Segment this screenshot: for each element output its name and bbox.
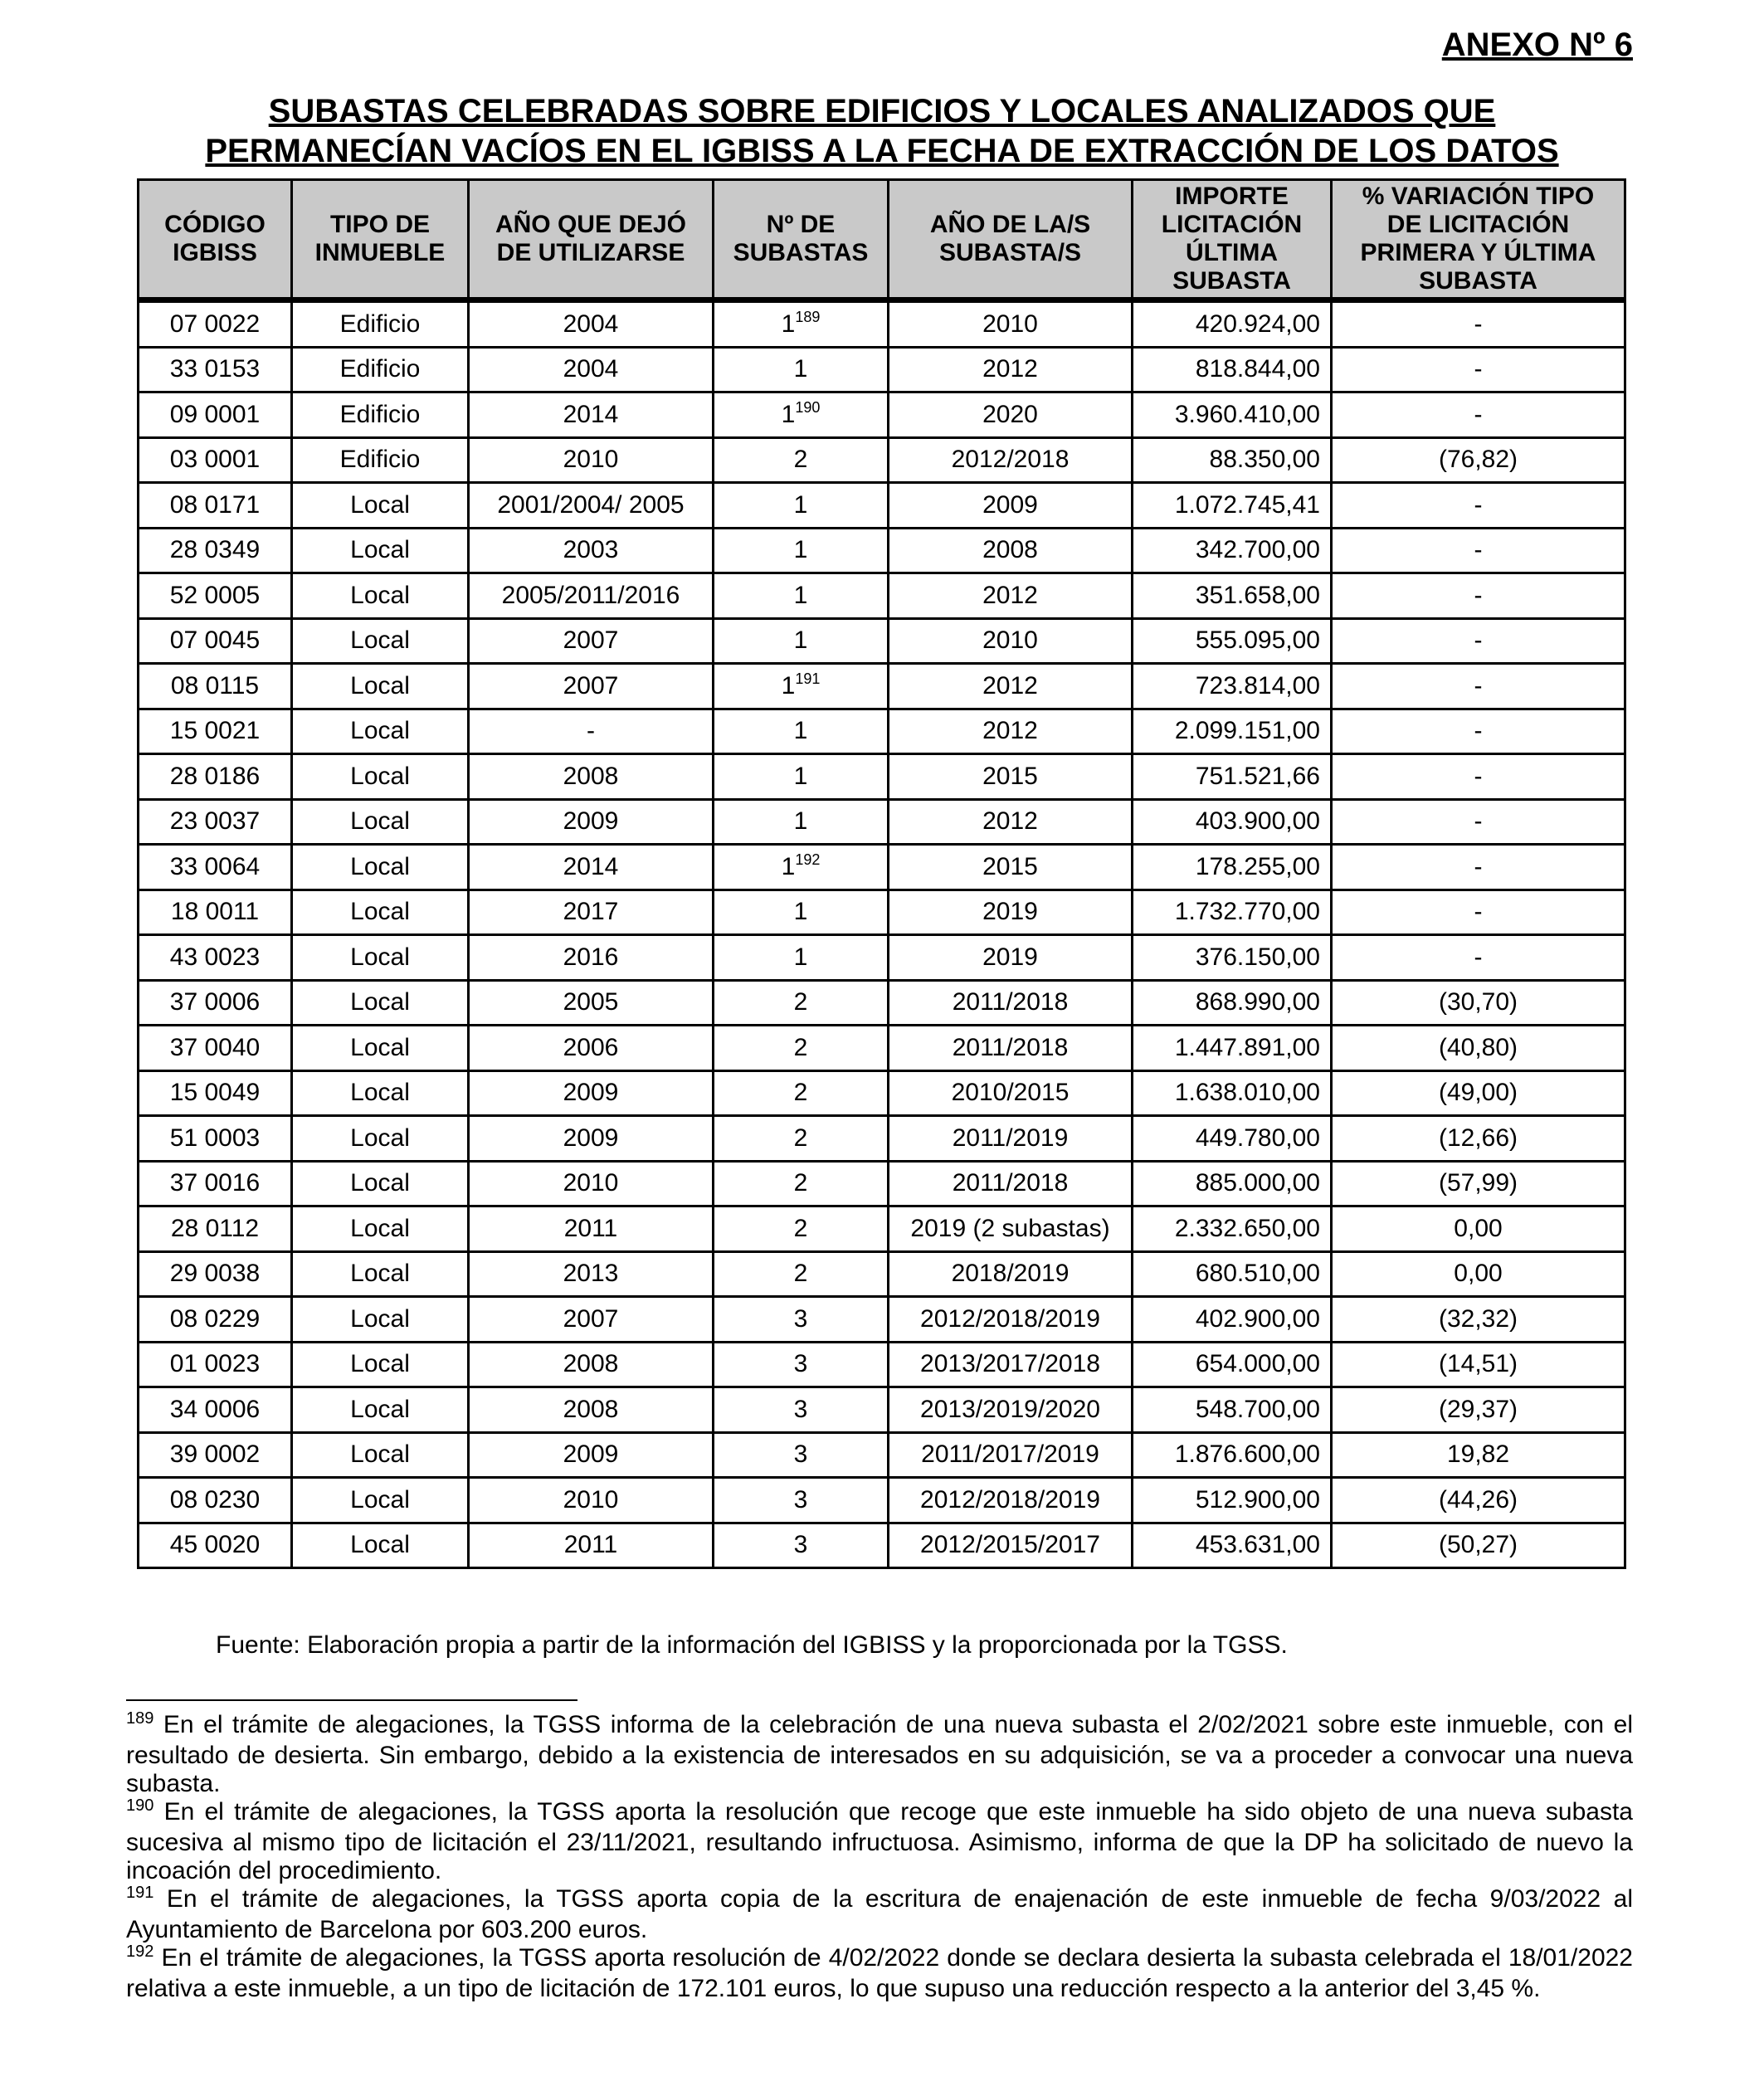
cell-ano-dejo: 2009 <box>469 1432 714 1478</box>
cell-codigo: 29 0038 <box>139 1251 292 1297</box>
header-line: LICITACIÓN <box>1161 211 1303 238</box>
table-row <box>139 1070 1625 1116</box>
cell-variacion: - <box>1332 300 1625 348</box>
cell-ano-dejo: 2010 <box>469 437 714 483</box>
cell-tipo: Local <box>292 483 469 529</box>
cell-ano-subasta: 2011/2018 <box>889 980 1133 1026</box>
cell-importe: 178.255,00 <box>1133 845 1332 890</box>
cell-importe: 342.700,00 <box>1133 528 1332 573</box>
cell-variacion: 0,00 <box>1332 1251 1625 1297</box>
cell-tipo: Local <box>292 1478 469 1523</box>
cell-ano-subasta: 2012 <box>889 347 1133 392</box>
header-line: CÓDIGO <box>164 211 266 238</box>
cell-num-subastas: 1 <box>714 528 889 573</box>
cell-num-subastas: 3 <box>714 1342 889 1387</box>
cell-tipo: Edificio <box>292 437 469 483</box>
cell-num-subastas: 1 <box>714 709 889 754</box>
cell-variacion: (14,51) <box>1332 1342 1625 1387</box>
cell-ano-subasta: 2009 <box>889 483 1133 529</box>
header-line: PRIMERA Y ÚLTIMA <box>1360 239 1596 266</box>
cell-ano-subasta: 2011/2017/2019 <box>889 1432 1133 1478</box>
cell-ano-subasta: 2011/2018 <box>889 1026 1133 1071</box>
footnote-191: $^{191}$ En el trámite de alegaciones, la TGSS aporta copia de la escritura de enajenación de este inmueble de fecha 9/03/2022 al Ayuntamiento de Barcelona por 603.200 euros. <box>126 1884 1633 1943</box>
cell-variacion: - <box>1332 528 1625 573</box>
page-title <box>0 91 1764 171</box>
cell-ano-subasta: 2013/2017/2018 <box>889 1342 1133 1387</box>
cell-codigo: 15 0049 <box>139 1070 292 1116</box>
cell-variacion: 19,82 <box>1332 1432 1625 1478</box>
cell-tipo: Local <box>292 754 469 800</box>
cell-variacion: (44,26) <box>1332 1478 1625 1523</box>
cell-variacion: - <box>1332 618 1625 664</box>
cell-ano-dejo: 2005/2011/2016 <box>469 573 714 619</box>
cell-importe: 2.099.151,00 <box>1133 709 1332 754</box>
cell-tipo: Edificio <box>292 347 469 392</box>
cell-ano-dejo: 2003 <box>469 528 714 573</box>
cell-tipo: Local <box>292 935 469 981</box>
table-row <box>139 799 1625 845</box>
table-row <box>139 1116 1625 1162</box>
cell-ano-subasta: 2015 <box>889 845 1133 890</box>
footnote-ref: 190 <box>795 398 821 416</box>
cell-num-subastas: 3 <box>714 1387 889 1433</box>
cell-ano-dejo: 2005 <box>469 980 714 1026</box>
cell-variacion: 0,00 <box>1332 1206 1625 1252</box>
cell-ano-dejo: 2008 <box>469 1387 714 1433</box>
cell-variacion: - <box>1332 664 1625 709</box>
cell-importe: 885.000,00 <box>1133 1161 1332 1206</box>
cell-ano-dejo: 2014 <box>469 845 714 890</box>
table-row <box>139 1478 1625 1523</box>
cell-codigo: 39 0002 <box>139 1432 292 1478</box>
cell-variacion: - <box>1332 799 1625 845</box>
cell-codigo: 09 0001 <box>139 392 292 438</box>
cell-codigo: 37 0040 <box>139 1026 292 1071</box>
cell-tipo: Local <box>292 1251 469 1297</box>
cell-ano-subasta: 2020 <box>889 392 1133 438</box>
cell-tipo: Local <box>292 845 469 890</box>
header-tipo <box>292 180 469 300</box>
cell-tipo: Local <box>292 618 469 664</box>
table-row <box>139 528 1625 573</box>
cell-codigo: 33 0064 <box>139 845 292 890</box>
header-line: DE LICITACIÓN <box>1386 211 1570 238</box>
cell-ano-dejo: - <box>469 709 714 754</box>
cell-ano-dejo: 2006 <box>469 1026 714 1071</box>
cell-num-subastas: 3 <box>714 1523 889 1568</box>
cell-tipo: Local <box>292 1161 469 1206</box>
cell-tipo: Local <box>292 1070 469 1116</box>
cell-num-subastas: 1 <box>714 799 889 845</box>
cell-codigo: 28 0186 <box>139 754 292 800</box>
cell-ano-subasta: 2019 <box>889 935 1133 981</box>
cell-variacion: (29,37) <box>1332 1387 1625 1433</box>
cell-num-subastas: 2 <box>714 1070 889 1116</box>
cell-num-subastas: $1^{192}$ <box>714 845 889 890</box>
cell-num-subastas: 1 <box>714 754 889 800</box>
cell-ano-dejo: 2009 <box>469 1116 714 1162</box>
cell-ano-subasta: 2012/2018/2019 <box>889 1478 1133 1523</box>
cell-importe: 403.900,00 <box>1133 799 1332 845</box>
cell-ano-dejo: 2010 <box>469 1478 714 1523</box>
cell-importe: 723.814,00 <box>1133 664 1332 709</box>
cell-codigo: 15 0021 <box>139 709 292 754</box>
header-ano-subasta <box>889 180 1133 300</box>
cell-tipo: Local <box>292 664 469 709</box>
cell-num-subastas: 2 <box>714 1116 889 1162</box>
table-row <box>139 845 1625 890</box>
table-row <box>139 1206 1625 1252</box>
footnote-ref: 189 <box>795 308 821 325</box>
cell-num-subastas: 1 <box>714 483 889 529</box>
cell-ano-subasta: 2012/2015/2017 <box>889 1523 1133 1568</box>
cell-tipo: Local <box>292 1206 469 1252</box>
cell-ano-subasta: 2011/2018 <box>889 1161 1133 1206</box>
header-variacion <box>1332 180 1625 300</box>
title-line-1: SUBASTAS CELEBRADAS SOBRE EDIFICIOS Y LOCALES ANALIZADOS QUE <box>268 93 1496 129</box>
cell-ano-subasta: 2019 (2 subastas) <box>889 1206 1133 1252</box>
table-row <box>139 437 1625 483</box>
cell-importe: 1.072.745,41 <box>1133 483 1332 529</box>
cell-ano-dejo: 2010 <box>469 1161 714 1206</box>
header-line: AÑO DE LA/S <box>929 211 1091 238</box>
cell-codigo: 33 0153 <box>139 347 292 392</box>
header-line: Nº DE <box>766 211 836 238</box>
cell-num-subastas: 1 <box>714 347 889 392</box>
title-line-2: PERMANECÍAN VACÍOS EN EL IGBISS A LA FECHA DE EXTRACCIÓN DE LOS DATOS <box>205 133 1559 169</box>
cell-num-subastas: $1^{191}$ <box>714 664 889 709</box>
cell-codigo: 45 0020 <box>139 1523 292 1568</box>
header-num-subastas <box>714 180 889 300</box>
table-row <box>139 754 1625 800</box>
cell-variacion: - <box>1332 483 1625 529</box>
cell-ano-dejo: 2008 <box>469 1342 714 1387</box>
cell-codigo: 28 0349 <box>139 528 292 573</box>
cell-codigo: 08 0229 <box>139 1297 292 1343</box>
source-note: Fuente: Elaboración propia a partir de la información del IGBISS y la proporcionada por la TGSS. <box>216 1631 1288 1659</box>
table-row <box>139 1432 1625 1478</box>
cell-num-subastas: 2 <box>714 437 889 483</box>
cell-variacion: (12,66) <box>1332 1116 1625 1162</box>
cell-num-subastas: 1 <box>714 618 889 664</box>
header-line: SUBASTA <box>1172 267 1291 295</box>
cell-tipo: Local <box>292 1116 469 1162</box>
cell-ano-dejo: 2004 <box>469 347 714 392</box>
cell-ano-subasta: 2012/2018/2019 <box>889 1297 1133 1343</box>
cell-ano-subasta: 2012 <box>889 664 1133 709</box>
header-line: AÑO QUE DEJÓ <box>495 211 687 238</box>
cell-codigo: 07 0045 <box>139 618 292 664</box>
cell-ano-subasta: 2013/2019/2020 <box>889 1387 1133 1433</box>
header-line: IMPORTE <box>1175 183 1289 210</box>
table-row <box>139 935 1625 981</box>
cell-ano-dejo: 2007 <box>469 664 714 709</box>
cell-variacion: - <box>1332 845 1625 890</box>
cell-num-subastas: 2 <box>714 980 889 1026</box>
cell-variacion: - <box>1332 392 1625 438</box>
cell-ano-dejo: 2008 <box>469 754 714 800</box>
cell-importe: 1.638.010,00 <box>1133 1070 1332 1116</box>
cell-variacion: (30,70) <box>1332 980 1625 1026</box>
header-line: SUBASTA/S <box>938 239 1082 266</box>
cell-tipo: Local <box>292 980 469 1026</box>
cell-importe: 1.447.891,00 <box>1133 1026 1332 1071</box>
cell-ano-dejo: 2007 <box>469 618 714 664</box>
cell-tipo: Local <box>292 1342 469 1387</box>
table-row <box>139 1387 1625 1433</box>
cell-tipo: Local <box>292 1026 469 1071</box>
cell-importe: 88.350,00 <box>1133 437 1332 483</box>
cell-codigo: 52 0005 <box>139 573 292 619</box>
footnote-189: $^{189}$ En el trámite de alegaciones, la TGSS informa de la celebración de una nueva subasta el 2/02/2021 sobre este inmueble, con el resultado de desierta. Sin embargo, debido a la existencia de interesados en su adquisición, se va a proceder a convocar una nueva subasta. <box>126 1709 1633 1797</box>
cell-codigo: 37 0006 <box>139 980 292 1026</box>
cell-variacion: (76,82) <box>1332 437 1625 483</box>
cell-codigo: 37 0016 <box>139 1161 292 1206</box>
cell-variacion: (32,32) <box>1332 1297 1625 1343</box>
table-row <box>139 709 1625 754</box>
cell-importe: 453.631,00 <box>1133 1523 1332 1568</box>
cell-importe: 376.150,00 <box>1133 935 1332 981</box>
cell-codigo: 34 0006 <box>139 1387 292 1433</box>
cell-tipo: Local <box>292 709 469 754</box>
cell-ano-dejo: 2016 <box>469 935 714 981</box>
table-row <box>139 890 1625 935</box>
cell-variacion: (50,27) <box>1332 1523 1625 1568</box>
header-importe <box>1133 180 1332 300</box>
cell-ano-subasta: 2015 <box>889 754 1133 800</box>
header-line: DE UTILIZARSE <box>496 239 685 266</box>
cell-ano-subasta: 2012 <box>889 709 1133 754</box>
cell-ano-subasta: 2019 <box>889 890 1133 935</box>
cell-codigo: 18 0011 <box>139 890 292 935</box>
table-row <box>139 392 1625 438</box>
table-row <box>139 573 1625 619</box>
cell-ano-subasta: 2011/2019 <box>889 1116 1133 1162</box>
cell-ano-dejo: 2014 <box>469 392 714 438</box>
cell-importe: 751.521,66 <box>1133 754 1332 800</box>
header-line: ÚLTIMA <box>1185 239 1279 266</box>
header-line: SUBASTAS <box>733 239 869 266</box>
cell-ano-subasta: 2012/2018 <box>889 437 1133 483</box>
cell-ano-dejo: 2001/2004/ 2005 <box>469 483 714 529</box>
table-header-row <box>139 180 1625 300</box>
cell-importe: 654.000,00 <box>1133 1342 1332 1387</box>
cell-importe: 402.900,00 <box>1133 1297 1332 1343</box>
header-codigo <box>139 180 292 300</box>
cell-codigo: 08 0230 <box>139 1478 292 1523</box>
cell-num-subastas: 1 <box>714 890 889 935</box>
cell-ano-subasta: 2012 <box>889 573 1133 619</box>
cell-num-subastas: 3 <box>714 1478 889 1523</box>
cell-num-subastas: 3 <box>714 1297 889 1343</box>
footnote-ref: 191 <box>795 670 821 687</box>
cell-ano-dejo: 2007 <box>469 1297 714 1343</box>
cell-ano-subasta: 2010 <box>889 618 1133 664</box>
cell-num-subastas: 1 <box>714 935 889 981</box>
table-row <box>139 483 1625 529</box>
cell-ano-dejo: 2009 <box>469 1070 714 1116</box>
footnote-190: $^{190}$ En el trámite de alegaciones, la TGSS aporta la resolución que recoge que este inmueble ha sido objeto de una nueva subasta sucesiva al mismo tipo de licitación el 23/11/2021, resultando infructuosa. Asimismo, informa de que la DP ha solicitado de nuevo la incoación del procedimiento. <box>126 1796 1633 1884</box>
cell-tipo: Local <box>292 799 469 845</box>
cell-num-subastas: 2 <box>714 1206 889 1252</box>
cell-importe: 3.960.410,00 <box>1133 392 1332 438</box>
cell-ano-dejo: 2017 <box>469 890 714 935</box>
cell-codigo: 28 0112 <box>139 1206 292 1252</box>
cell-importe: 548.700,00 <box>1133 1387 1332 1433</box>
table-row <box>139 1523 1625 1568</box>
table-row <box>139 980 1625 1026</box>
header-line: IGBISS <box>173 239 257 266</box>
cell-variacion: - <box>1332 754 1625 800</box>
cell-num-subastas: $1^{190}$ <box>714 392 889 438</box>
cell-variacion: - <box>1332 573 1625 619</box>
cell-num-subastas: $1^{189}$ <box>714 300 889 348</box>
table-row <box>139 347 1625 392</box>
cell-importe: 449.780,00 <box>1133 1116 1332 1162</box>
cell-importe: 680.510,00 <box>1133 1251 1332 1297</box>
cell-variacion: - <box>1332 347 1625 392</box>
footnote-ref: 192 <box>795 851 821 868</box>
header-line: % VARIACIÓN TIPO <box>1362 183 1595 210</box>
cell-ano-dejo: 2013 <box>469 1251 714 1297</box>
cell-ano-subasta: 2010/2015 <box>889 1070 1133 1116</box>
annex-label: ANEXO Nº 6 <box>1441 27 1633 63</box>
table-row <box>139 1251 1625 1297</box>
auctions-table <box>137 178 1626 1569</box>
table-row <box>139 1342 1625 1387</box>
cell-num-subastas: 3 <box>714 1432 889 1478</box>
table-row <box>139 664 1625 709</box>
header-line: TIPO DE <box>329 211 430 238</box>
cell-variacion: - <box>1332 890 1625 935</box>
cell-ano-dejo: 2011 <box>469 1523 714 1568</box>
table-row <box>139 618 1625 664</box>
header-line: INMUEBLE <box>314 239 446 266</box>
header-ano-dejo <box>469 180 714 300</box>
cell-variacion: (57,99) <box>1332 1161 1625 1206</box>
cell-codigo: 07 0022 <box>139 300 292 348</box>
table-row <box>139 1297 1625 1343</box>
cell-codigo: 03 0001 <box>139 437 292 483</box>
cell-tipo: Local <box>292 1297 469 1343</box>
cell-tipo: Local <box>292 528 469 573</box>
cell-num-subastas: 2 <box>714 1251 889 1297</box>
cell-variacion: (40,80) <box>1332 1026 1625 1071</box>
cell-importe: 420.924,00 <box>1133 300 1332 348</box>
cell-num-subastas: 2 <box>714 1161 889 1206</box>
cell-variacion: - <box>1332 935 1625 981</box>
cell-tipo: Local <box>292 1387 469 1433</box>
cell-tipo: Edificio <box>292 392 469 438</box>
cell-importe: 555.095,00 <box>1133 618 1332 664</box>
cell-variacion: - <box>1332 709 1625 754</box>
footnotes <box>126 1711 1633 2003</box>
cell-codigo: 51 0003 <box>139 1116 292 1162</box>
cell-importe: 868.990,00 <box>1133 980 1332 1026</box>
cell-num-subastas: 2 <box>714 1026 889 1071</box>
table-row <box>139 1161 1625 1206</box>
cell-tipo: Local <box>292 573 469 619</box>
cell-ano-dejo: 2004 <box>469 300 714 348</box>
cell-importe: 818.844,00 <box>1133 347 1332 392</box>
cell-importe: 512.900,00 <box>1133 1478 1332 1523</box>
cell-tipo: Local <box>292 890 469 935</box>
header-line: SUBASTA <box>1419 267 1537 295</box>
cell-num-subastas: 1 <box>714 573 889 619</box>
cell-tipo: Edificio <box>292 300 469 348</box>
cell-importe: 1.732.770,00 <box>1133 890 1332 935</box>
cell-ano-subasta: 2010 <box>889 300 1133 348</box>
cell-tipo: Local <box>292 1523 469 1568</box>
cell-variacion: (49,00) <box>1332 1070 1625 1116</box>
cell-tipo: Local <box>292 1432 469 1478</box>
cell-codigo: 43 0023 <box>139 935 292 981</box>
table-row <box>139 1026 1625 1071</box>
cell-ano-subasta: 2008 <box>889 528 1133 573</box>
cell-ano-subasta: 2012 <box>889 799 1133 845</box>
table-row <box>139 300 1625 348</box>
cell-importe: 2.332.650,00 <box>1133 1206 1332 1252</box>
cell-codigo: 01 0023 <box>139 1342 292 1387</box>
cell-ano-dejo: 2011 <box>469 1206 714 1252</box>
cell-importe: 1.876.600,00 <box>1133 1432 1332 1478</box>
footnote-separator <box>126 1699 577 1701</box>
cell-ano-subasta: 2018/2019 <box>889 1251 1133 1297</box>
cell-codigo: 08 0115 <box>139 664 292 709</box>
cell-codigo: 08 0171 <box>139 483 292 529</box>
cell-importe: 351.658,00 <box>1133 573 1332 619</box>
cell-ano-dejo: 2009 <box>469 799 714 845</box>
footnote-192: $^{192}$ En el trámite de alegaciones, la TGSS aporta resolución de 4/02/2022 donde se declara desierta la subasta celebrada el 18/01/2022 relativa a este inmueble, a un tipo de licitación de 172.101 euros, lo que supuso una reducción respecto a la anterior del 3,45 %. <box>126 1942 1633 2002</box>
cell-codigo: 23 0037 <box>139 799 292 845</box>
